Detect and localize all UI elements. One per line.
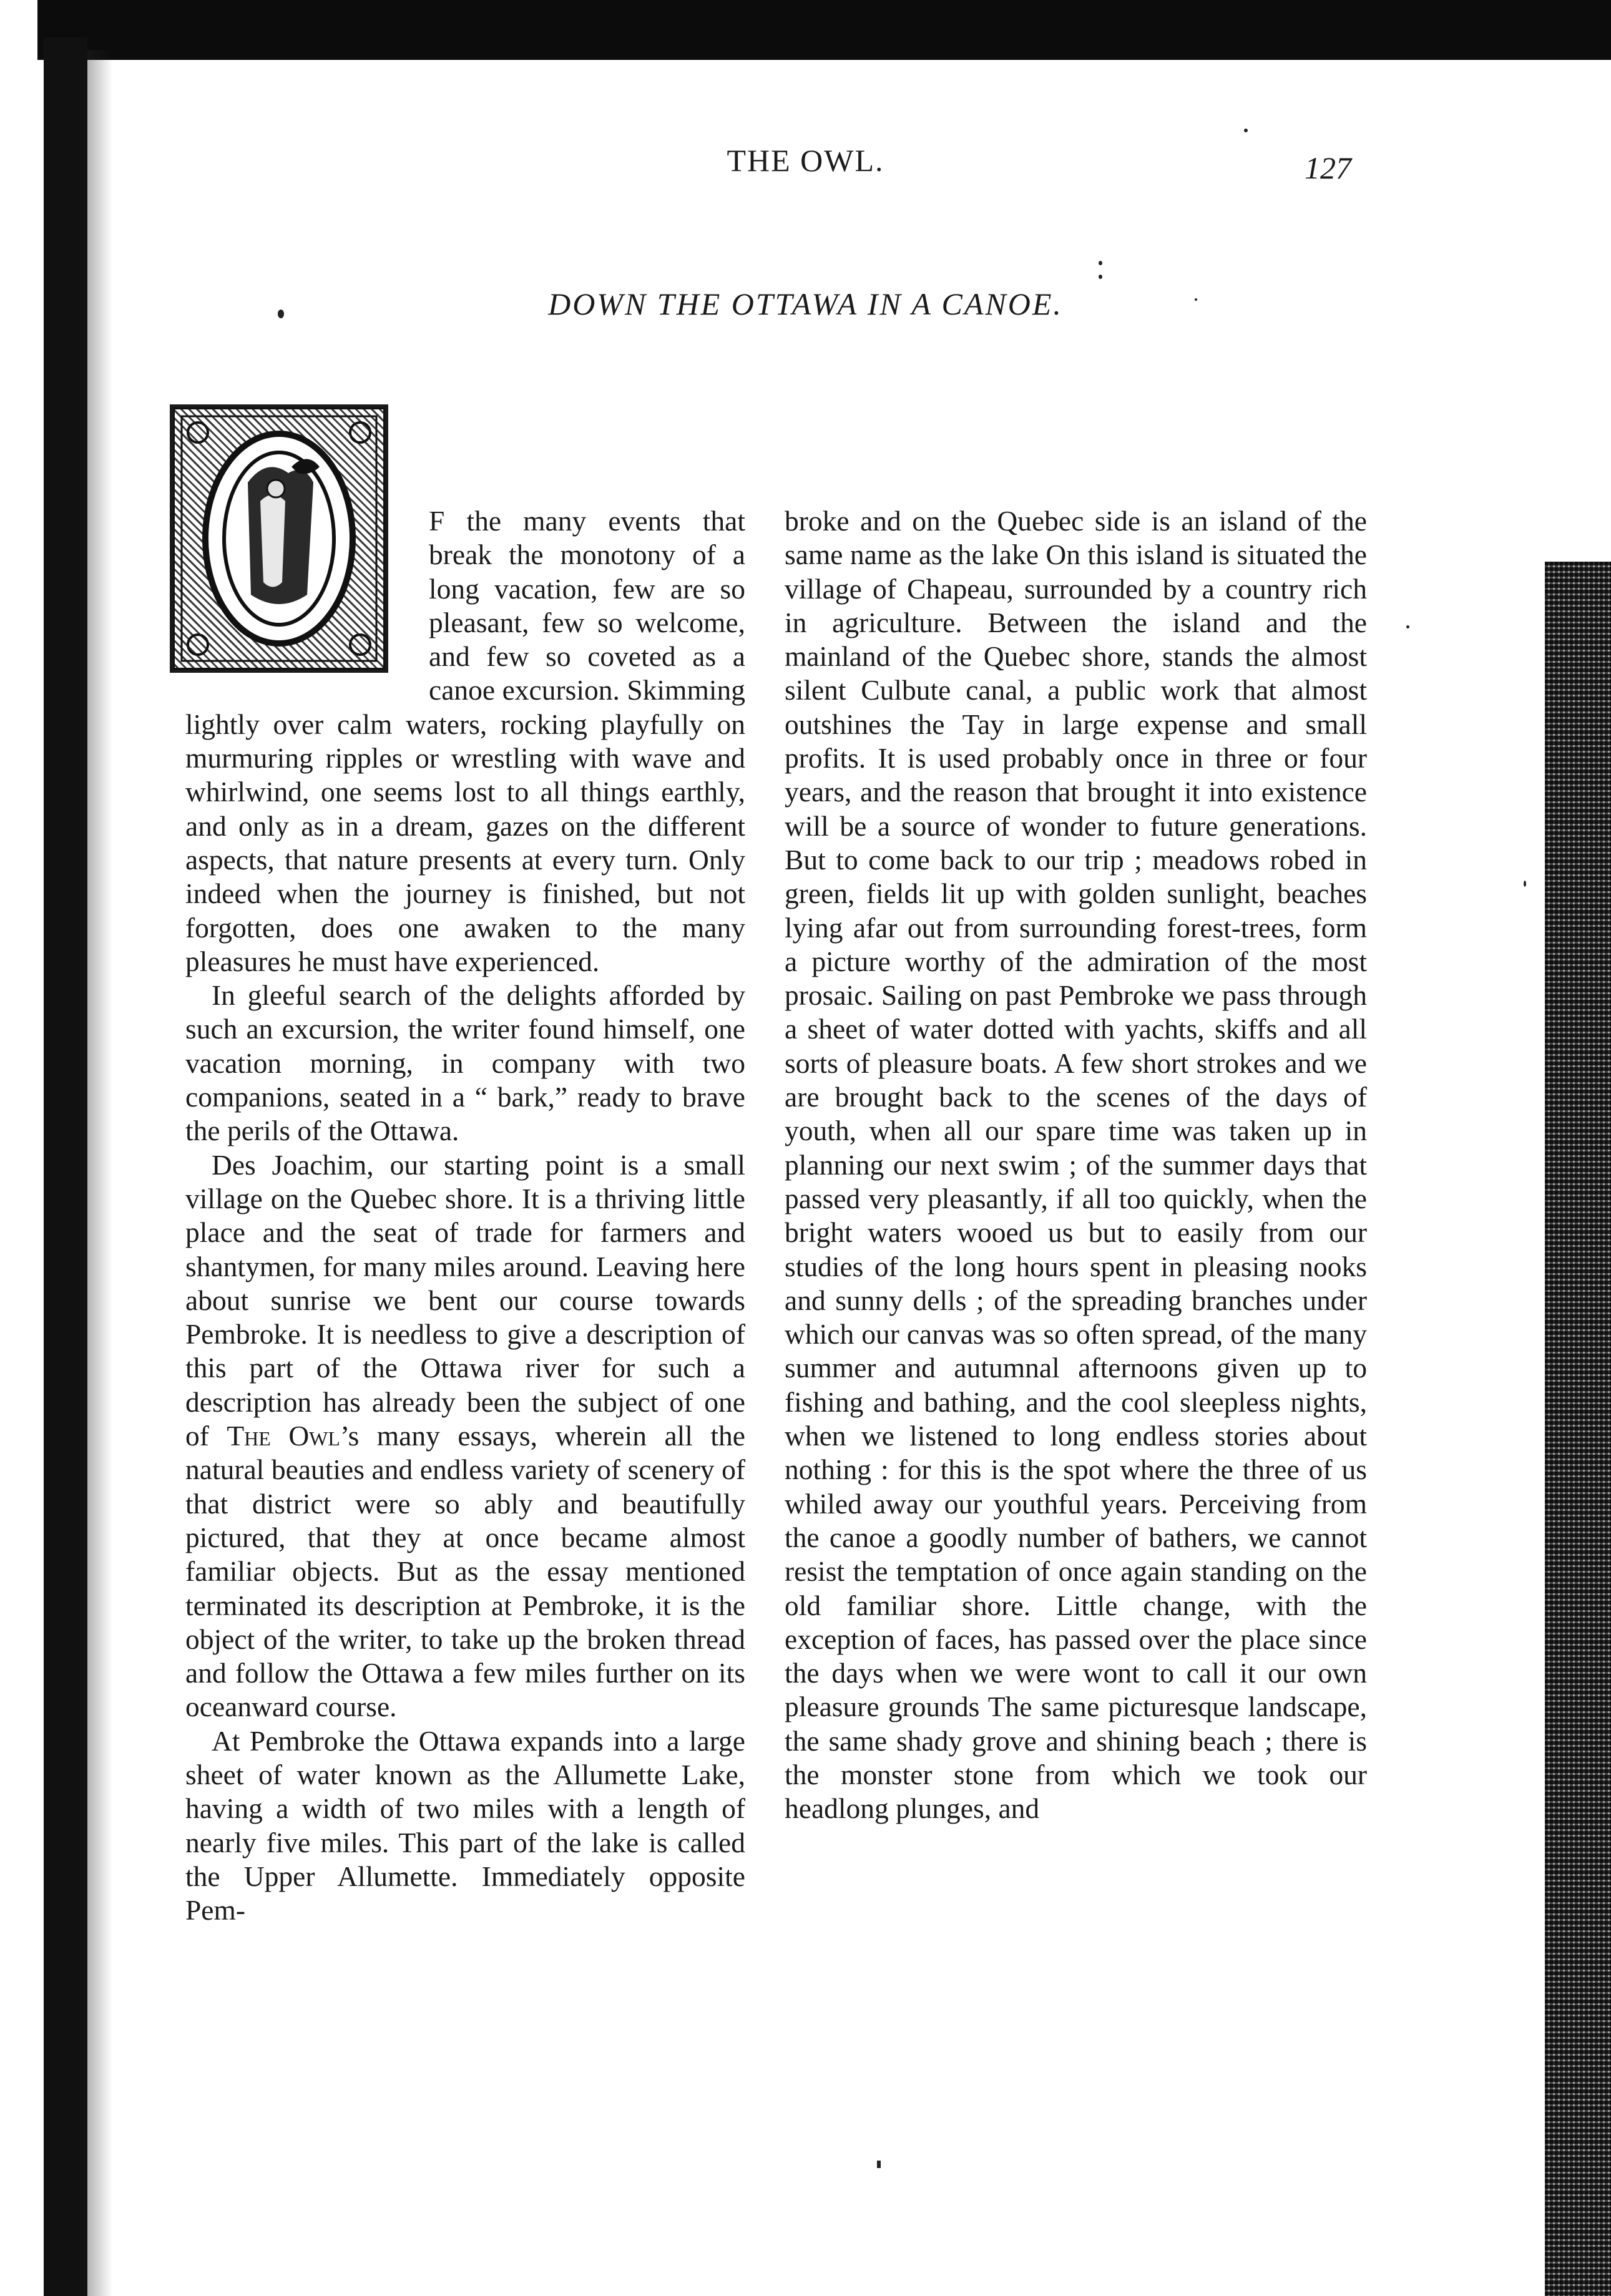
paragraph-2: In gleeful search of the delights afforded by such an excursion, the writer found himself, one vacation morning, in company with two companions, seated in a “ bark,” ready to brave the perils of the Ottawa. (185, 979, 745, 1147)
scan-speck (1244, 129, 1248, 132)
magazine-name-smallcaps: The Owl (227, 1420, 340, 1452)
scan-speck (1099, 261, 1102, 265)
article-title: DOWN THE OTTAWA IN A CANOE. (548, 286, 1063, 321)
scan-speck (1406, 625, 1409, 628)
drop-cap-text-wrap-space (185, 504, 429, 693)
scan-left-binding-shadow (44, 37, 87, 2296)
scan-right-edge-noise (1545, 562, 1611, 2296)
paragraph-3-text-b: ’s many essays, wherein all the natural beauties and endless variety of scenery of that district were so ably and beautifully pictured, that they at once became almost familiar objects. But as the essay mentioned terminated its description at Pembroke, it is the object of the writer, to take up the broken thread and follow the Ottawa a few miles further on its oceanward course. (185, 1420, 746, 1723)
scan-speck (1545, 593, 1547, 599)
running-head: THE OWL. (727, 143, 884, 178)
paragraph-1-text: F the many events that break the monotony of a long vacation, few are so pleasant, few so welcome, and few so coveted as a canoe excursion. Skimming lightly over calm waters, rocking playfully on murmuring ripples or wrestling with wave and whirlwind, one seems lost to all things earthly, and only as in a dream, gazes on the different aspects, that nature presents at every turn. Only indeed when the journey is finished, but not forgotten, does one awaken to the many pleasures he must have experienced. (185, 505, 745, 977)
scan-left-fade (87, 50, 112, 2296)
left-column (185, 504, 745, 1927)
right-column (785, 504, 1367, 1826)
scan-speck (1099, 275, 1102, 279)
paragraph-continued: broke and on the Quebec side is an island of the same name as the lake On this island is situated the village of Chapeau, surrounded by a country rich in agriculture. Between the island and the mainland of the Quebec shore, stands the almost silent Culbute canal, a public work that almost outshines the Tay in large expense and small profits. It is used probably once in three or four years, and the reason that brought it into existence will be a source of wonder to future generations. But to come back to our trip ; meadows robed in green, fields lit up with golden sunlight, beaches lying afar out from surrounding forest-trees, form a picture worthy of the admiration of the most prosaic. Sailing on past Pembroke we pass through a sheet of water dotted with yachts, skiffs and all sorts of pleasure boats. A few short strokes and we are brought back to the scenes of the days of youth, when all our spare time was taken up in planning our next swim ; of the summer days that passed very pleasantly, if all too quickly, when the bright waters wooed us but to easily from our studies of the long hours spent in pleasing nooks and sunny dells ; of the spreading branches under which our canvas was so often spread, of the many summer and autumnal afternoons given up to fishing and bathing, and the cool sleepless nights, when we listened to long endless stories about nothing : for this is the spot where the three of us whiled away our youthful years. Perceiving from the canoe a goodly number of bathers, we cannot resist the temptation of once again standing on the old familiar shore. Little change, with the exception of faces, has passed over the place since the days when we were wont to call it our own pleasure grounds The same picturesque landscape, the same shady grove and shining beach ; there is the monster stone from which we took our headlong plunges, and (785, 505, 1367, 1825)
scan-speck (877, 2161, 881, 2168)
scan-speck (1524, 881, 1526, 887)
paragraph-3-text-a: Des Joachim, our starting point is a small village on the Quebec shore. It is a thriving little place and the seat of trade for farmers and shantymen, for many miles around. Leaving here about sunrise we bent our course towards Pembroke. It is needless to give a description of this part of the Ottawa river for such a description has already been the subject of one of (185, 1148, 745, 1452)
paragraph-3 (185, 1148, 745, 1724)
page-number: 127 (1305, 150, 1351, 185)
scan-top-border (37, 0, 1611, 60)
paragraph-4: At Pembroke the Ottawa expands into a large sheet of water known as the Allumette Lake, having a width of two miles with a length of nearly five miles. This part of the lake is called the Upper Allumette. Immediately opposite Pem- (185, 1724, 745, 1927)
